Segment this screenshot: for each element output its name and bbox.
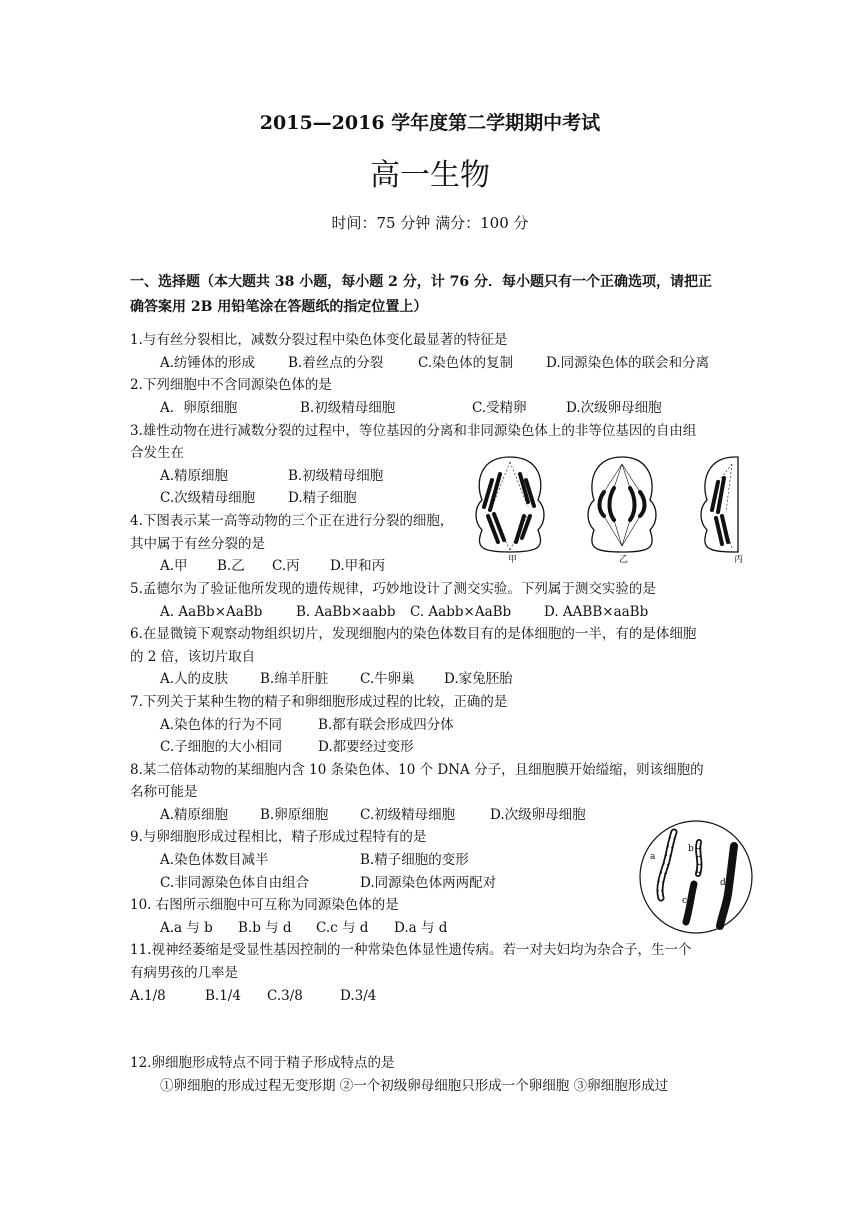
question-2: 2.下列细胞中不含同源染色体的是: [130, 377, 332, 393]
question-10: 10. 右图所示细胞中可互称为同源染色体的是: [130, 897, 399, 913]
option-8a: A.精原细胞: [160, 807, 229, 823]
question-6-line2: 的 2 倍，该切片取自: [130, 649, 256, 665]
question-12-options: ①卵细胞的形成过程无变形期 ②一个初级卵母细胞只形成一个卵细胞 ③卵细胞形成过: [160, 1078, 669, 1094]
question-3-line2: 合发生在: [130, 445, 184, 461]
option-1c: C.染色体的复制: [418, 355, 514, 371]
option-9b: B.精子细胞的变形: [360, 852, 469, 868]
option-2d: D.次级卵母细胞: [566, 400, 662, 416]
option-11d: D.3/4: [340, 988, 377, 1004]
label-chromosome-c: c: [682, 896, 688, 906]
option-10a: A.a 与 b: [160, 920, 213, 936]
cell-jia: [476, 457, 544, 552]
option-1a: A.纺锤体的形成: [160, 355, 256, 371]
option-2b: B.初级精母细胞: [300, 400, 396, 416]
option-5a: A. AaBb×AaBb: [160, 604, 263, 620]
option-8c: C.初级精母细胞: [360, 807, 456, 823]
section-heading-line1: 一、选择题（本大题共 38 小题，每小题 2 分，计 76 分．每小题只有一个正确选项，请把正: [130, 274, 712, 290]
label-chromosome-b: b: [688, 844, 694, 854]
option-2c: C.受精卵: [472, 400, 527, 416]
question-1: 1.与有丝分裂相比，减数分裂过程中染色体变化最显著的特征是: [130, 332, 508, 348]
question-11-line2: 有病男孩的几率是: [130, 965, 238, 981]
option-9d: D.同源染色体两两配对: [360, 875, 497, 891]
option-7c: C.子细胞的大小相同: [160, 739, 283, 755]
option-4a: A.甲: [160, 558, 188, 574]
option-4d: D.甲和丙: [330, 558, 386, 574]
option-5c: C. Aabb×AaBb: [410, 604, 512, 620]
option-4c: C.丙: [272, 558, 300, 574]
option-10b: B.b 与 d: [238, 920, 292, 936]
question-6-line1: 6.在显微镜下观察动物组织切片，发现细胞内的染色体数目有的是体细胞的一半，有的是体细胞: [130, 626, 697, 642]
option-9a: A.染色体数目减半: [160, 852, 269, 868]
question-12: 12.卵细胞形成特点不同于精子形成特点的是: [130, 1055, 395, 1071]
option-6d: D.家兔胚胎: [444, 671, 513, 687]
section-heading-line2: 确答案用 2B 用铅笔涂在答题纸的指定位置上）: [130, 299, 428, 315]
option-2a: A．卵原细胞: [160, 400, 238, 416]
option-5b: B. AaBb×aabb: [296, 604, 396, 620]
label-chromosome-d: d: [720, 878, 726, 888]
question-8-line2: 名称可能是: [130, 784, 198, 800]
cell-bing: [701, 457, 738, 552]
option-3a: A.精原细胞: [160, 468, 229, 484]
question-7: 7.下列关于某种生物的精子和卵细胞形成过程的比较，正确的是: [130, 694, 508, 710]
option-9c: C.非同源染色体自由组合: [160, 875, 310, 891]
question-8-line1: 8.某二倍体动物的某细胞内含 10 条染色体、10 个 DNA 分子，且细胞膜开始缢缩，则该细胞的: [130, 762, 704, 778]
label-yi: 乙: [619, 555, 629, 565]
option-11b: B.1/4: [205, 988, 241, 1004]
option-10d: D.a 与 d: [394, 920, 448, 936]
option-7b: B.都有联会形成四分体: [318, 717, 454, 733]
option-6b: B.绵羊肝脏: [260, 671, 329, 687]
option-1d: D.同源染色体的联会和分离: [546, 355, 710, 371]
exam-title: 2015—2016 学年度第二学期期中考试: [259, 112, 601, 134]
option-6a: A.人的皮肤: [160, 671, 229, 687]
option-4b: B.乙: [217, 558, 245, 574]
option-6c: C.牛卵巢: [360, 671, 415, 687]
option-3d: D.精子细胞: [288, 490, 357, 506]
question-9: 9.与卵细胞形成过程相比，精子形成过程特有的是: [130, 829, 427, 845]
label-chromosome-a: a: [650, 852, 656, 862]
option-11a: A.1/8: [130, 988, 166, 1004]
option-5d: D. AABB×aaBb: [544, 604, 649, 620]
option-3c: C.次级精母细胞: [160, 490, 256, 506]
option-8d: D.次级卵母细胞: [490, 807, 586, 823]
question-4-line2: 其中属于有丝分裂的是: [130, 536, 265, 552]
label-jia: 甲: [508, 555, 518, 565]
subject-title: 高一生物: [370, 158, 490, 193]
option-11c: C.3/8: [267, 988, 303, 1004]
label-bing: 丙: [734, 555, 744, 565]
cell-yi: [588, 457, 656, 552]
question-5: 5.孟德尔为了验证他所发现的遗传规律，巧妙地设计了测交实验。下列属于测交实验的是: [130, 581, 656, 597]
question-11-line1: 11.视神经萎缩是受显性基因控制的一种常染色体显性遗传病。若一对夫妇均为杂合子，生一个: [130, 942, 692, 958]
option-7d: D.都要经过变形: [318, 739, 414, 755]
time-score: 时间：75 分钟 满分：100 分: [331, 214, 529, 232]
question-4-line1: 4.下图表示某一高等动物的三个正在进行分裂的细胞，: [130, 513, 454, 529]
question-3-line1: 3.雄性动物在进行减数分裂的过程中，等位基因的分离和非同源染色体上的非等位基因的自由组: [130, 423, 697, 439]
chromosome-cell-figure: [636, 818, 756, 936]
option-8b: B.卵原细胞: [260, 807, 329, 823]
option-1b: B.着丝点的分裂: [288, 355, 384, 371]
option-3b: B.初级精母细胞: [288, 468, 384, 484]
option-10c: C.c 与 d: [316, 920, 369, 936]
option-7a: A.染色体的行为不同: [160, 717, 283, 733]
